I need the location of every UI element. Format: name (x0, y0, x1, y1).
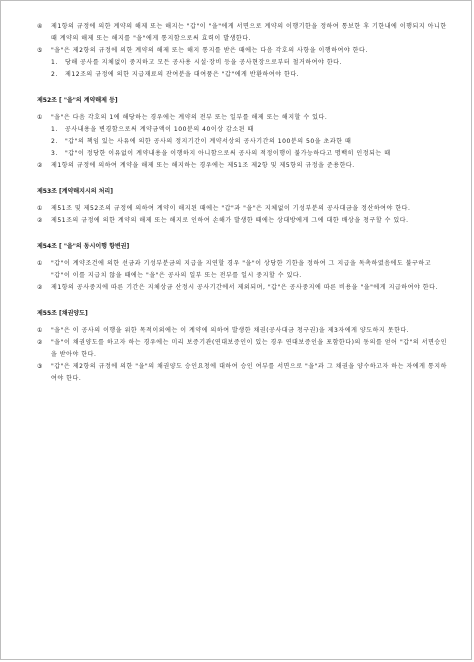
paragraph-marker: ② (37, 284, 43, 291)
subitem-text: 제12조의 규정에 의한 지급재료의 잔여분을 대여품은 "갑"에게 반환하여야 한다. (65, 71, 300, 78)
clause-subitem (51, 148, 449, 160)
clause-title: 제54조 [ "을"의 동시이행 항변권] (37, 243, 130, 250)
paragraph-text: 제51조 및 제52조의 규정에 의하여 계약이 해지된 때에는 "갑"과 "을"은 지체없이 기성부분의 공사대금을 정산하여야 한다. (51, 205, 411, 212)
paragraph-marker: ② (37, 339, 43, 346)
clause-paragraph (37, 361, 449, 385)
clause-paragraph (37, 112, 449, 124)
clause-subitem (51, 136, 449, 148)
section-spacer (37, 81, 449, 95)
paragraph-text: 제51조의 규정에 의한 계약의 해제 또는 해지로 인하여 손해가 발생한 때에는 상대방에게 그에 대한 배상을 청구할 수 있다. (51, 217, 409, 224)
paragraph-marker: ① (37, 260, 43, 267)
clause-section (37, 81, 449, 172)
paragraph-text: "을"은 제2항의 규정에 의한 계약의 해제 또는 해지 통지를 받은 때에는 다음 각호의 사항을 이행하여야 한다. (51, 47, 368, 54)
paragraph-marker: ④ (37, 23, 43, 30)
paragraph-marker: ③ (37, 363, 43, 370)
clause-title: 제53조 [계약해지시의 처리] (37, 188, 113, 195)
clause-title: 제52조 [ "을"의 계약해제 등] (37, 97, 118, 104)
subitem-text: "갑"의 책임 있는 사유에 의한 공사의 정지기간이 계약서상의 공사기간의 100분의 50을 초과한 때 (65, 138, 352, 145)
clause-title: 제55조 [채권양도] (37, 310, 88, 317)
clause-subitem (51, 57, 449, 69)
subitem-number: 2. (51, 71, 58, 78)
clause-section (37, 294, 449, 385)
paragraph-text: "을"은 이 공사의 이행을 위한 목적이외에는 이 계약에 의하여 발생한 채권(공사대금 청구권)을 제3자에게 양도하지 못한다. (51, 327, 410, 334)
subitem-text: 당해 공사를 지체없이 중지하고 모든 공사용 시설·장비 등을 공사현장으로부터 철거하여야 한다. (65, 59, 342, 66)
paragraph-text: "을"은 다음 각호의 1에 해당하는 경우에는 계약의 전부 또는 일부를 해제 또는 해지할 수 있다. (51, 114, 328, 121)
clause-paragraph (37, 258, 449, 282)
clause-paragraph (37, 337, 449, 361)
paragraph-marker: ① (37, 114, 43, 121)
clause-subitem (51, 69, 449, 81)
paragraph-text: 제1항의 규정에 의하여 계약을 해제 또는 해지하는 경우에는 제51조 제2항 및 제5항의 규정을 준용한다. (51, 162, 355, 169)
subitem-text: 공사내용을 변경함으로써 계약금액이 100분의 40이상 감소된 때 (65, 126, 254, 133)
paragraph-marker: ① (37, 205, 43, 212)
clause-section (37, 227, 449, 294)
clause-paragraph (37, 282, 449, 294)
paragraph-text: 제1항의 규정에 의한 계약의 해제 또는 해지는 "갑"이 "을"에게 서면으로 계약의 이행기한을 정하여 통보한 후 기한내에 이행되지 아니한 때 계약의 해제 또는 해지를 "을"에게 통지함으로써 효력이 발생한다. (51, 23, 447, 42)
subitem-number: 1. (51, 126, 58, 133)
document-body (37, 21, 449, 385)
paragraph-text: "을"이 채권양도를 하고자 하는 경우에는 미리 보증기관(연대보증인이 있는 경우 연대보증인을 포함한다)의 동의를 얻어 "갑"의 서면승인을 받아야 한다. (51, 339, 448, 358)
paragraph-marker: ① (37, 327, 43, 334)
subitem-number: 3. (51, 150, 58, 157)
clause-paragraph (37, 160, 449, 172)
paragraph-marker: ② (37, 162, 43, 169)
section-spacer (37, 172, 449, 186)
clause-paragraph (37, 325, 449, 337)
subitem-number: 1. (51, 59, 58, 66)
section-spacer (37, 227, 449, 241)
clause-section (37, 172, 449, 227)
paragraph-text: "갑"은 제2항의 규정에 의한 "을"의 채권양도 승인요청에 대하여 승인 여부를 서면으로 "을"과 그 채권을 양수하고자 하는 자에게 통지하여야 한다. (51, 363, 447, 382)
clause-subitem (51, 124, 449, 136)
clause-paragraph (37, 45, 449, 57)
paragraph-text: 제1항의 공사중지에 따른 기간은 지체상금 산정시 공사기간에서 제외되며, "갑"은 공사중지에 따른 비용을 "을"에게 지급하여야 한다. (51, 284, 438, 291)
clause-paragraph (37, 215, 449, 227)
subitem-text: "갑"이 정당한 이유없이 계약내용을 이행하지 아니함으로써 공사의 적정이행이 불가능하다고 명백히 인정되는 때 (65, 150, 391, 157)
subitem-number: 2. (51, 138, 58, 145)
section-spacer (37, 294, 449, 308)
paragraph-marker: ② (37, 217, 43, 224)
clause-paragraph (37, 203, 449, 215)
paragraph-marker: ⑤ (37, 47, 43, 54)
paragraph-text: "갑"이 계약조건에 의한 선금과 기성부분금의 지급을 지연할 경우 "을"이 상당한 기한을 정하여 그 지급을 독촉하였음에도 불구하고 "갑"이 이를 지급치 않을 때에는 "을"은 공사의 일부 또는 전부를 일시 중지할 수 있다. (51, 260, 432, 279)
clause-section (37, 21, 449, 81)
clause-paragraph (37, 21, 449, 45)
